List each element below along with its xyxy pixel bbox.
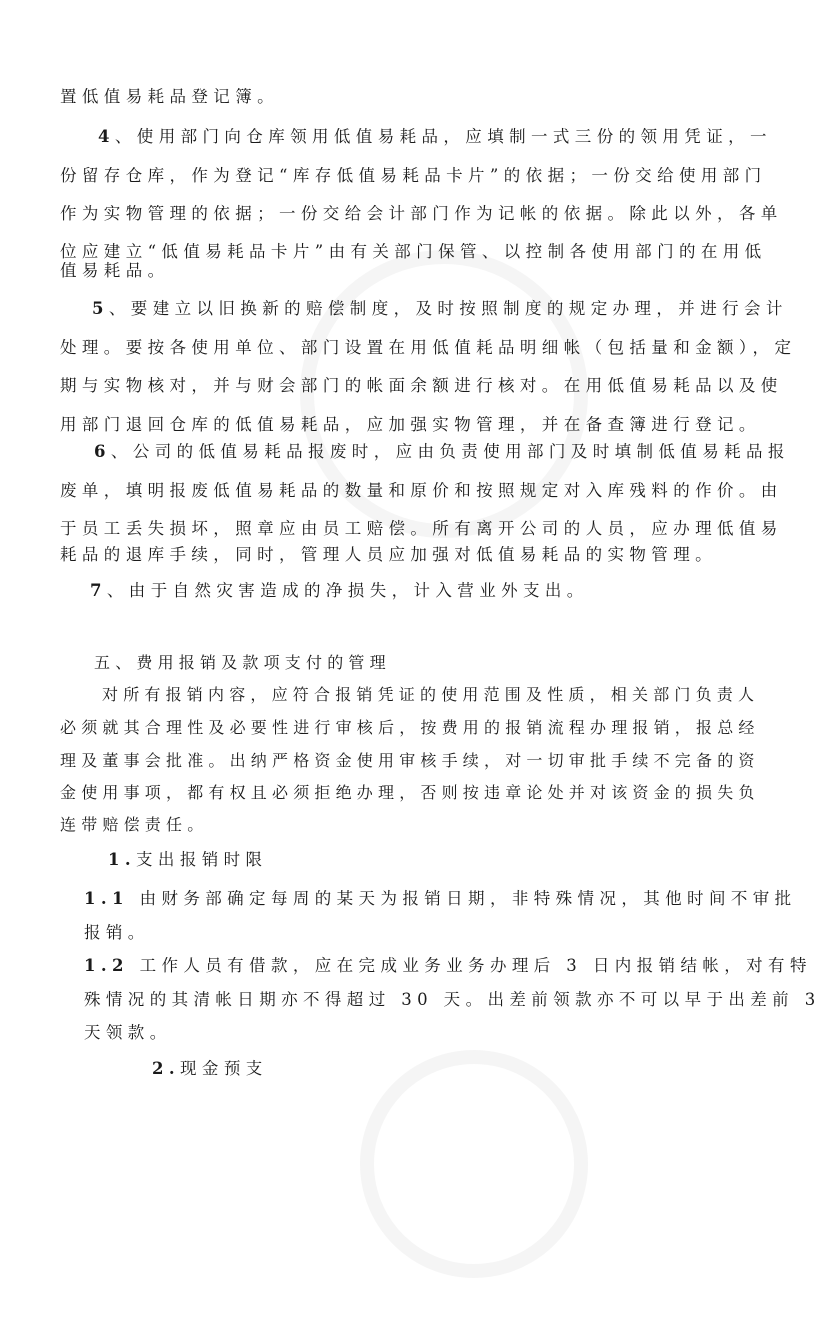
text-line: 连带赔偿责任。 (60, 815, 209, 834)
text-line: 必须就其合理性及必要性进行审核后，按费用的报销流程办理报销，报总经 (60, 718, 760, 737)
item-number: 1.1 (84, 889, 129, 908)
text-line: 天领款。 (84, 1023, 172, 1042)
text-line: 金使用事项，都有权且必须拒绝办理，否则按违章论处并对该资金的损失负 (60, 783, 760, 802)
paragraph-number: 5 (92, 299, 109, 318)
paragraph-4-line: 4、使用部门向仓库领用低值易耗品，应填制一式三份的领用凭证，一 (98, 127, 772, 146)
text-line: 对所有报销内容，应符合报销凭证的使用范围及性质，相关部门负责人 (102, 685, 760, 704)
text-line: 作为实物管理的依据；一份交给会计部门作为记帐的依据。除此以外，各单 (60, 204, 783, 223)
item-number: 1. (108, 850, 137, 869)
text-line: 于员工丢失损坏，照章应由员工赔偿。所有离开公司的人员，应办理低值易 (60, 519, 783, 538)
text-line: 殊情况的其清帐日期亦不得超过 30 天。出差前领款亦不可以早于出差前 3 (84, 990, 821, 1009)
paragraph-number: 6 (94, 442, 111, 461)
text-line: 份留存仓库，作为登记“库存低值易耗品卡片”的依据；一份交给使用部门 (60, 166, 767, 185)
text-line: 期与实物核对，并与财会部门的帐面余额进行核对。在用低值易耗品以及使 (60, 376, 783, 395)
text-line: 耗品的退库手续，同时，管理人员应加强对低值易耗品的实物管理。 (60, 545, 717, 564)
text-line: 用部门退回仓库的低值易耗品，应加强实物管理，并在备查簿进行登记。 (60, 415, 761, 434)
text-line: 置低值易耗品登记簿。 (60, 87, 279, 106)
item-number: 2. (152, 1059, 181, 1078)
paragraph-5-line: 5、要建立以旧换新的赔偿制度，及时按照制度的规定办理，并进行会计 (92, 299, 788, 318)
text-line: 处理。要按各使用单位、部门设置在用低值耗品明细帐（包括量和金额），定 (60, 338, 797, 357)
text-line: 报销。 (84, 923, 150, 942)
item-1-2-line: 1.2 工作人员有借款，应在完成业务业务办理后 3 日内报销结帐，对有特 (84, 956, 812, 975)
paragraph-number: 4 (98, 127, 115, 146)
paragraph-6-line: 6、公司的低值易耗品报废时，应由负责使用部门及时填制低值易耗品报 (94, 442, 790, 461)
text-line: 理及董事会批准。出纳严格资金使用审核手续，对一切审批手续不完备的资 (60, 751, 760, 770)
section-heading: 五、费用报销及款项支付的管理 (94, 653, 391, 672)
text-line: 位应建立“低值易耗品卡片”由有关部门保管、以控制各使用部门的在用低 (60, 242, 767, 261)
item-1-1-line: 1.1 由财务部确定每周的某天为报销日期，非特殊情况，其他时间不审批 (84, 889, 797, 908)
text-line: 废单，填明报废低值易耗品的数量和原价和按照规定对入库残料的作价。由 (60, 481, 783, 500)
item-number: 1.2 (84, 956, 129, 975)
item-1-heading: 1.支出报销时限 (108, 850, 268, 869)
paragraph-number: 7 (90, 581, 107, 600)
paragraph-7-line: 7、由于自然灾害造成的净损失，计入营业外支出。 (90, 581, 589, 600)
watermark-stamp-lower (318, 1008, 629, 1319)
item-2-heading: 2.现金预支 (152, 1059, 268, 1078)
text-line: 值易耗品。 (60, 261, 170, 280)
